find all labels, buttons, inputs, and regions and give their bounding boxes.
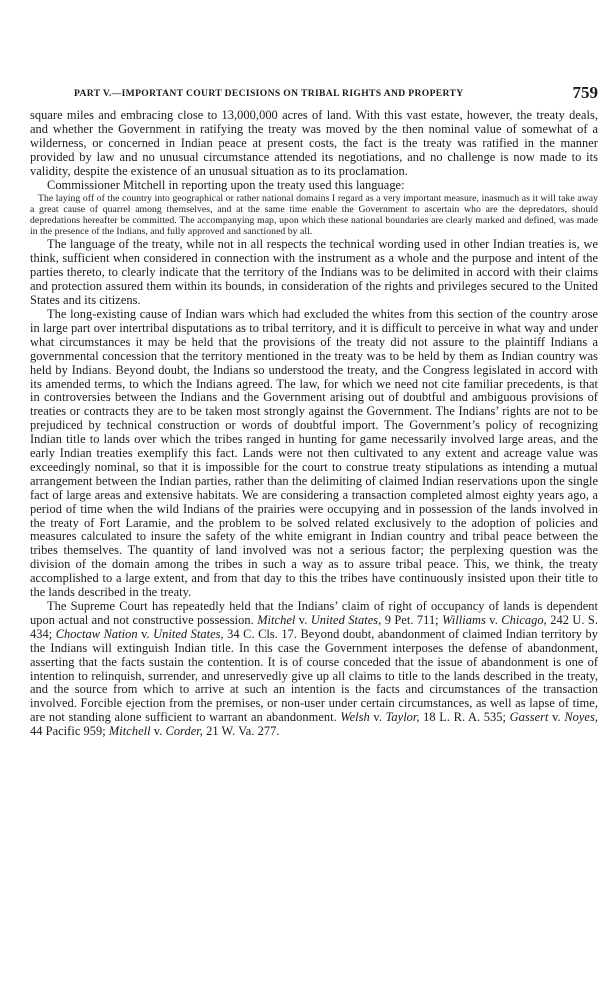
versus: v. [548,710,565,725]
case-citation-party: Noyes, [564,710,598,725]
p5-text-c: 242 U. S. 434; [30,612,599,641]
case-citation-party: Chicago, [501,612,547,627]
versus: v. [150,724,166,739]
paragraph-1: square miles and embracing close to 13,000,000 acres of land. With this vast estate, however, the treaty deals, and whether the Government in ratifying the treaty was moved by the then nominal value of somewhat of a wilderness, or concerned in Indian peace at present costs, the fact is the treaty was ratified in the manner provided by law and no unusual circumstance attended its negotiations, and no challenge is now made to its validity, despite the existence of an unusual situation as to its proclamation. [30,108,598,178]
body-text [30,109,598,739]
versus: v. [485,612,502,627]
p5-text-e: 18 L. R. A. 535; [419,710,510,725]
p5-text-b: 9 Pet. 711; [381,612,443,627]
versus: v. [295,612,311,627]
paragraph-5 [30,600,598,739]
case-citation-party: Mitchel [257,612,296,627]
case-citation-party: Mitchell [108,724,151,739]
quote-text: The laying off of the country into geographical or rather national domains I regard as a very important measure, inasmuch as it will take away a great cause of quarrel among themselves, and at the same time enable the Government to ascertain who are the depredators, should depredations hereafter be committed. The accompanying map, upon which these national boundaries are clearly marked and defined, was made in the presence of the Indians, and fully approved and sanctioned by all. [30,193,598,238]
case-citation-party: Welsh [340,710,370,725]
case-citation-party: Taylor, [385,710,420,725]
paragraph-3: The language of the treaty, while not in all respects the technical wording used in other Indian treaties is, we think, sufficient when considered in connection with the instrument as a whole and the purpose and intent of the parties thereto, to clearly indicate that the territory of the Indians was to be delimited in accord with their claims and protection assured them within its bounds, in consideration of the rights and privileges secured to the United States and its citizens. [30,237,598,308]
versus: v. [369,710,386,725]
block-quote [30,193,598,237]
p5-text-a: The Supreme Court has repeatedly held that the Indians’ claim of right of occupancy of lands is dependent upon actual and not constructive possession. [30,599,598,627]
paragraph-4: The long-existing cause of Indian wars which had excluded the whites from this section of the country arose in large part over intertribal disputations as to tribal territory, and it is difficult to perceive in what way and under what circumstances it may be held that the provisions of the treaty did not assure to the plaintiff Indians a governmental concession that the territory mentioned in the treaty was to be held by them as Indian country was held by Indians. Beyond doubt, the Indians so understood the treaty, and the Congress legislated in accord with its amended terms, to which the Indians agreed. The law, for which we need not cite familiar precedents, is that in controversies between the Indians and the Government arising out of doubtful and ambiguous provisions of treaties or contracts they are to be taken most strongly against the Government. The Indians’ rights are not to be prejudiced by technical construction or words of doubtful import. The Government’s policy of recognizing Indian title to lands over which the tribes ranged in hunting for game necessarily involved large areas, and the early Indian treaties exemplify this fact. Lands were not then cultivated to any extent and acreage value was exceedingly nominal, so that it is impossible for the court to construe treaty stipulations as intending a mutual arrangement between the Indian parties, rather than the delimiting of claimed Indian reservations upon the single fact of large areas and extensive habitats. We are considering a transaction completed almost eighty years ago, a period of time when the wild Indians of the prairies were occupying and in possession of the lands involved in the treaty of Fort Laramie, and the problem to be solved related exclusively to the adoption of policies and measures calculated to insure the safety of the white emigrant in Indian country and tribal peace between the tribes themselves. The quantity of land involved was not a serious factor; the perplexing question was the division of the domain among the tribes in such a way as to assure tribal peace. This, we think, the treaty accomplished to a large extent, and from that day to this the tribes have continuously insisted upon their title to the lands described in the treaty. [30,306,598,600]
paragraph-2: Commissioner Mitchell in reporting upon the treaty used this language: [47,177,405,192]
p5-text-f: 44 Pacific 959; [30,724,109,739]
p5-text-g: 21 W. Va. 277. [202,724,280,739]
case-citation-party: Corder, [165,724,203,739]
page-number: 759 [572,83,598,102]
running-title: PART V.—IMPORTANT COURT DECISIONS ON TRIBAL RIGHTS AND PROPERTY [74,88,464,99]
versus: v. [137,626,154,641]
case-citation-party: Choctaw Nation [55,626,138,641]
running-head [30,83,598,105]
case-citation-party: United States, [153,626,224,641]
document-page [30,83,598,739]
p5-text-d: 34 C. Cls. 17. Beyond doubt, abandonment of claimed Indian territory by the Indians will extinguish Indian title. In this case the Government interposes the defense of abandonment, asserting that the facts sustain the contention. It is of course conceded that the issue of abandonment is one of intention to relinquish, surrender, and unreservedly give up all claims to title to the lands described in the treaty, and the source from which to arrive at such an intention is the facts and circumstances of the transaction involved. Forcible ejection from the premises, or non-user under certain circumstances, as well as lapse of time, are not standing alone sufficient to warrant an abandonment. [30,626,598,725]
case-citation-party: Williams [442,612,486,627]
case-citation-party: Gassert [509,710,549,725]
case-citation-party: United States, [310,612,382,627]
